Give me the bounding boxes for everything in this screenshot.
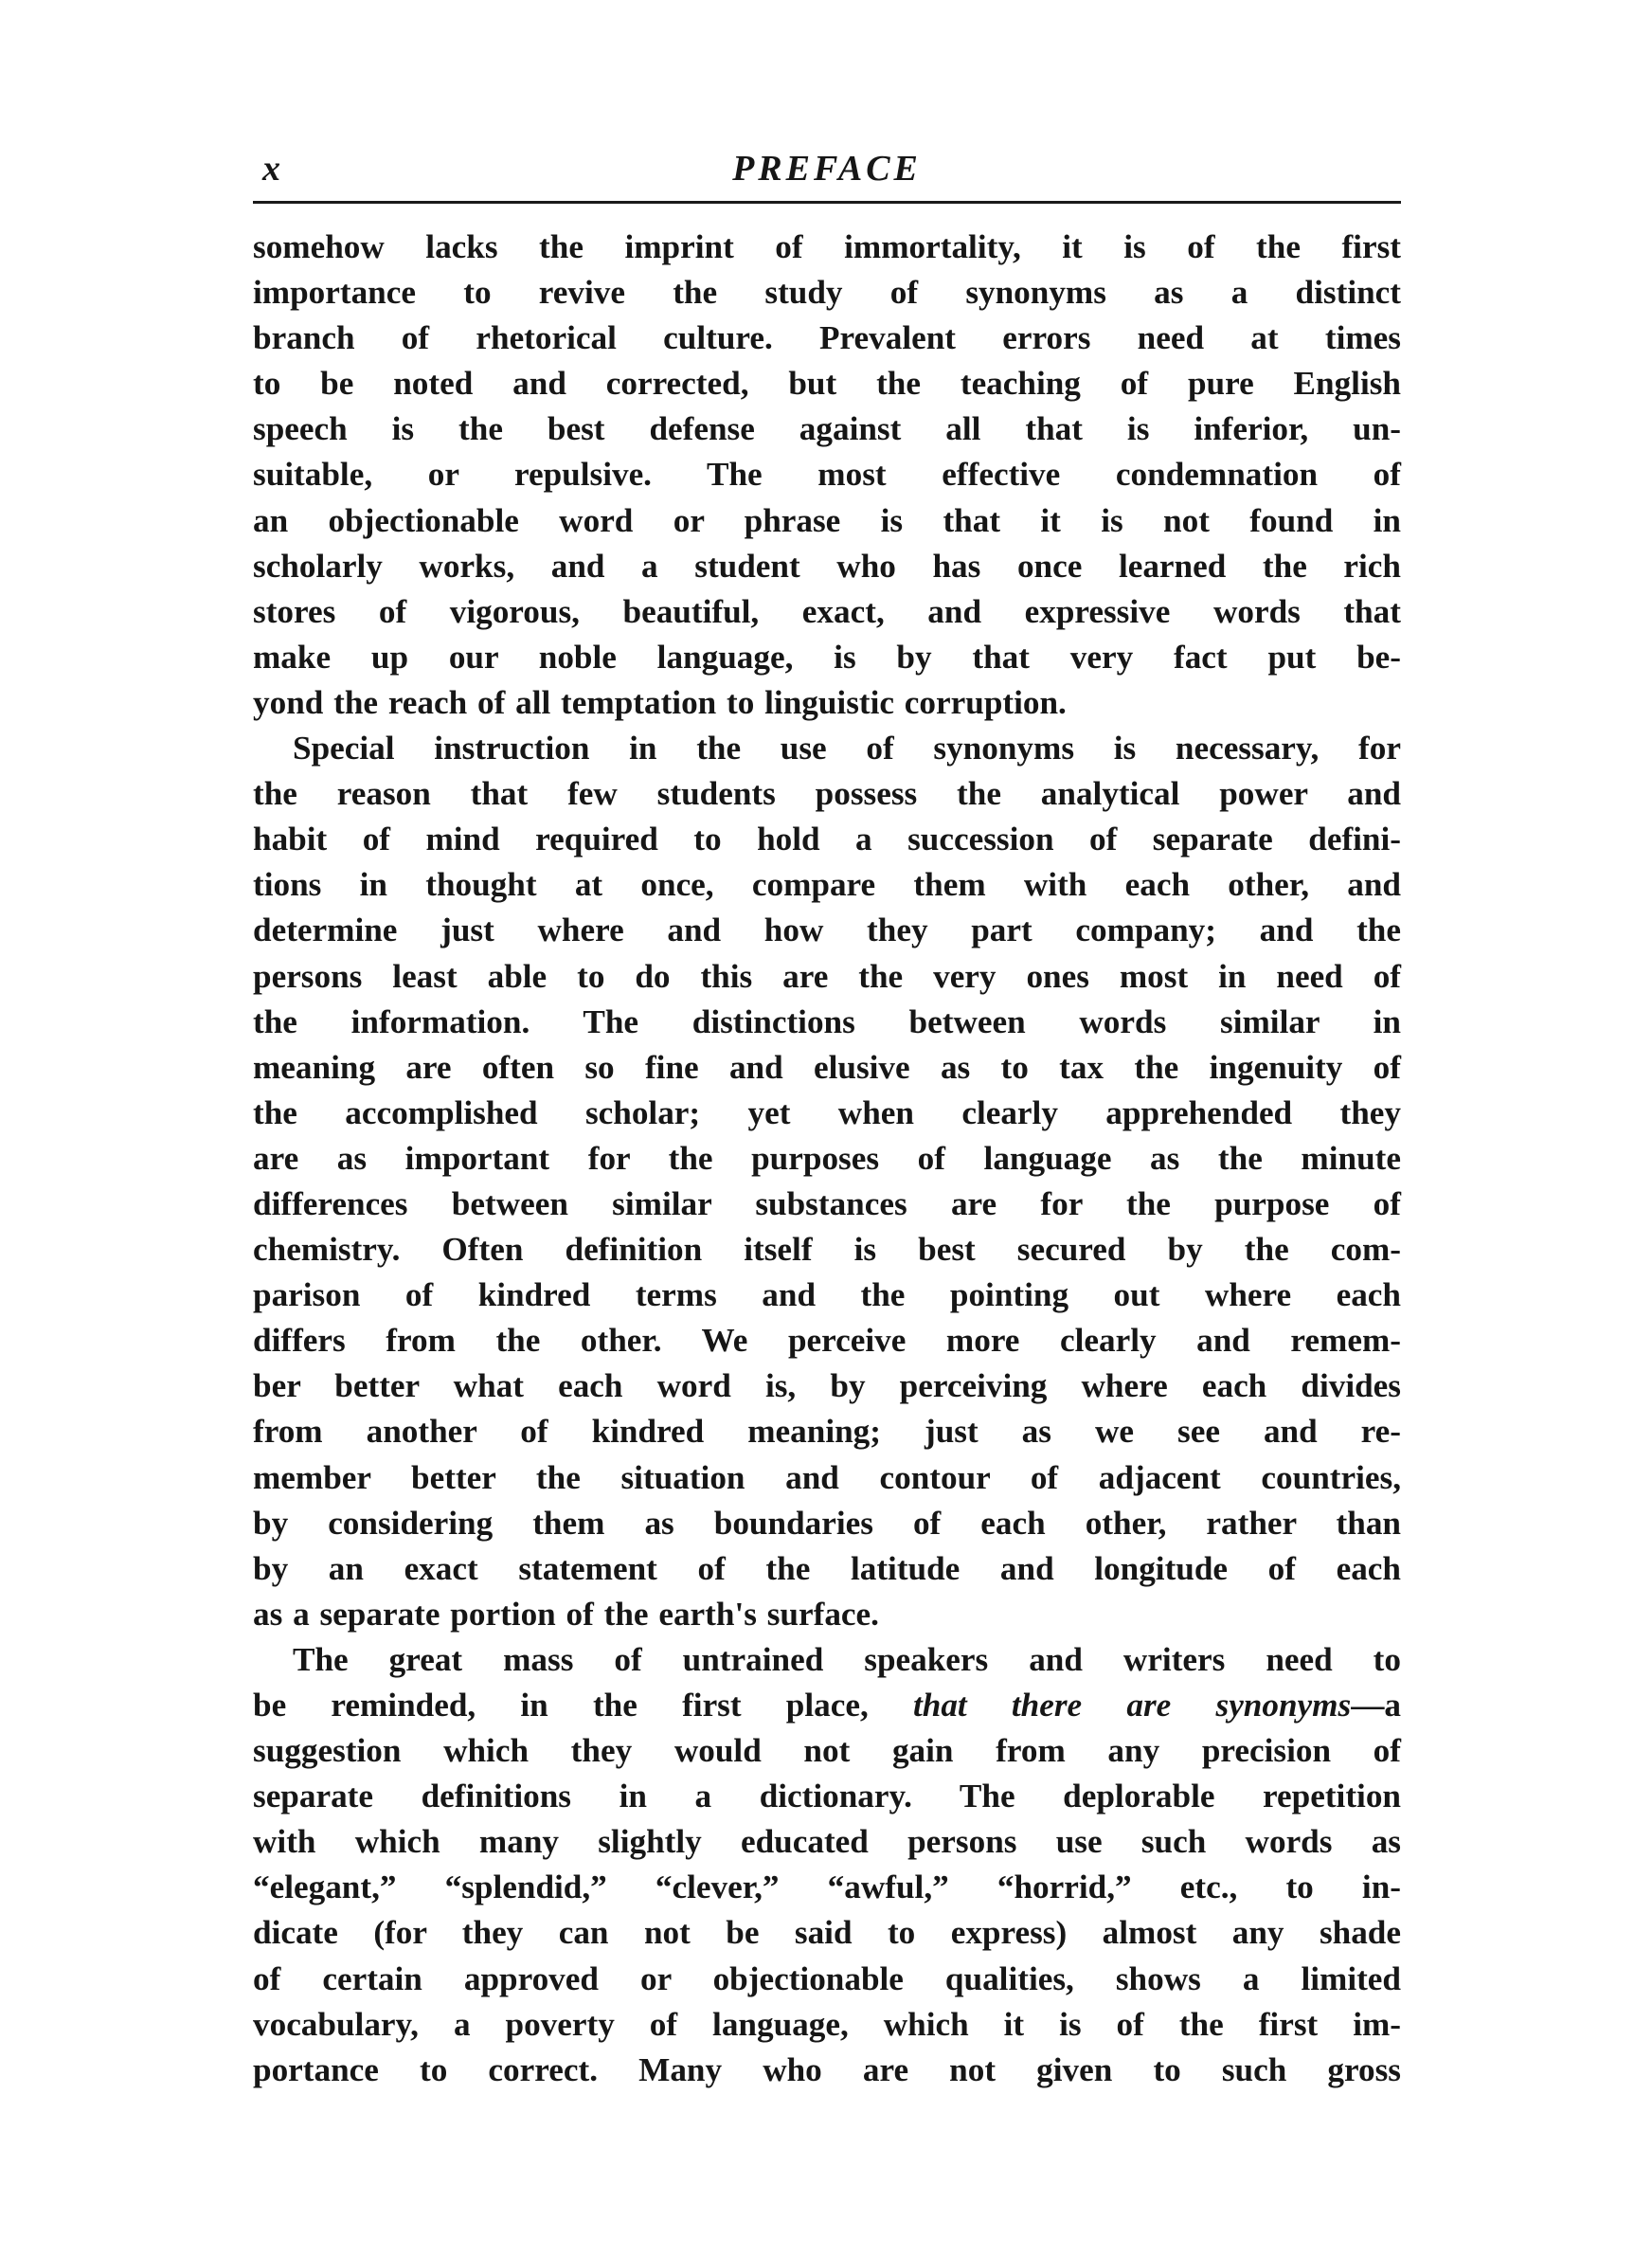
- text-line: portance to correct. Many who are not given to such gross: [253, 2050, 1401, 2088]
- page-number: x: [262, 149, 281, 189]
- text-line: importance to revive the study of synonyms as a distinct: [253, 274, 1401, 312]
- paragraph-2: [253, 726, 1401, 1637]
- text-line: Special instruction in the use of synonyms is necessary, for: [293, 730, 1401, 767]
- text-line: The great mass of untrained speakers and writers need to: [293, 1640, 1401, 1678]
- text-line: an objectionable word or phrase is that it is not found in: [253, 501, 1401, 539]
- body-text: [253, 225, 1401, 2093]
- text-run: —a: [1351, 1687, 1402, 1724]
- running-title: PREFACE: [732, 149, 922, 189]
- text-line: suggestion which they would not gain from any precision of: [253, 1732, 1401, 1770]
- paragraph-3: [253, 1637, 1401, 2093]
- text-line: speech is the best defense against all that is inferior, un-: [253, 410, 1401, 448]
- book-page: [253, 142, 1401, 2093]
- text-line: vocabulary, a poverty of language, which it is of the first im-: [253, 2005, 1401, 2043]
- text-line: the information. The distinctions between words similar in: [253, 1002, 1401, 1040]
- text-line: meaning are often so fine and elusive as to tax the ingenuity of: [253, 1048, 1401, 1086]
- text-line: determine just where and how they part company; and the: [253, 912, 1401, 949]
- text-line: stores of vigorous, beautiful, exact, and expressive words that: [253, 592, 1401, 630]
- text-line: chemistry. Often definition itself is best secured by the com-: [253, 1231, 1401, 1269]
- text-line: somehow lacks the imprint of immortality, it is of the first: [253, 228, 1401, 265]
- text-line: member better the situation and contour of adjacent countries,: [253, 1458, 1401, 1496]
- text-line: [253, 1683, 1401, 1728]
- text-line: as a separate portion of the earth's surface.: [253, 1595, 879, 1633]
- text-line: with which many slightly educated persons use such words as: [253, 1823, 1401, 1861]
- text-line: are as important for the purposes of language as the minute: [253, 1139, 1401, 1177]
- italic-phrase: that there are synonyms: [912, 1687, 1352, 1724]
- text-line: branch of rhetorical culture. Prevalent errors need at times: [253, 319, 1401, 357]
- text-line: suitable, or repulsive. The most effective condemnation of: [253, 456, 1401, 494]
- text-line: from another of kindred meaning; just as we see and re-: [253, 1413, 1401, 1451]
- text-line: make up our noble language, is by that very fact put be-: [253, 638, 1401, 676]
- text-line: of certain approved or objectionable qualities, shows a limited: [253, 1959, 1401, 1997]
- text-line: separate definitions in a dictionary. The deplorable repetition: [253, 1778, 1401, 1815]
- text-line: yond the reach of all temptation to linguistic corruption.: [253, 683, 1067, 721]
- text-line: dicate (for they can not be said to express) almost any shade: [253, 1914, 1401, 1952]
- text-line: parison of kindred terms and the pointing out where each: [253, 1276, 1401, 1314]
- text-line: scholarly works, and a student who has once learned the rich: [253, 547, 1401, 585]
- text-line: differs from the other. We perceive more clearly and remem-: [253, 1322, 1401, 1360]
- text-run: be reminded, in the first place,: [253, 1687, 913, 1724]
- text-line: by an exact statement of the latitude and longitude of each: [253, 1549, 1401, 1587]
- text-line: habit of mind required to hold a succession of separate defini-: [253, 821, 1401, 858]
- text-line: “elegant,” “splendid,” “clever,” “awful,” “horrid,” etc., to in-: [253, 1869, 1401, 1906]
- text-line: the reason that few students possess the analytical power and: [253, 775, 1401, 813]
- text-line: ber better what each word is, by perceiving where each divides: [253, 1367, 1401, 1405]
- paragraph-1: [253, 225, 1401, 726]
- text-line: by considering them as boundaries of each other, rather than: [253, 1504, 1401, 1542]
- text-line: differences between similar substances are for the purpose of: [253, 1184, 1401, 1222]
- text-line: persons least able to do this are the very ones most in need of: [253, 957, 1401, 995]
- text-line: to be noted and corrected, but the teaching of pure English: [253, 365, 1401, 403]
- text-line: the accomplished scholar; yet when clearly apprehended they: [253, 1093, 1401, 1131]
- running-head: [253, 142, 1401, 204]
- text-line: tions in thought at once, compare them with each other, and: [253, 866, 1401, 904]
